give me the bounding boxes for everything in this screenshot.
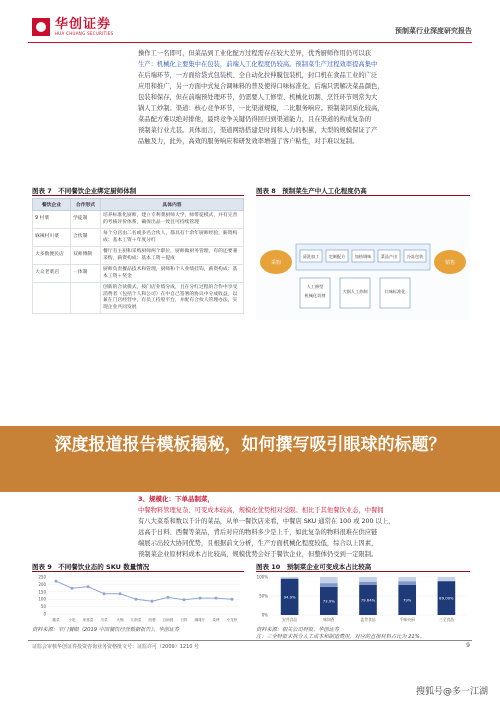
data-point — [215, 597, 218, 600]
data-point — [135, 598, 138, 601]
diagram-step-label: 加热调味 — [354, 254, 372, 259]
diagram-label-right: 销售 — [444, 260, 456, 266]
intro-line: 生产：机械化主要集中在包装，前端人工化程度仍较高。预制菜生产过程效率提高集中 — [138, 61, 378, 68]
table-cell — [71, 283, 101, 314]
logo-cn-text: 华创证券 — [55, 17, 112, 32]
fig7-title: 图表 7 不同餐饮企业绑定厨师体制 — [32, 187, 137, 195]
fig7-table — [32, 198, 244, 314]
data-label: 79% — [402, 597, 412, 603]
data-point — [183, 598, 186, 601]
table-row — [33, 265, 244, 283]
table-cell — [33, 283, 71, 314]
table-cell: 一体制 — [71, 265, 101, 283]
data-point — [167, 596, 170, 599]
intro-line: 应用和推广，另一方面中式复合调味料的普及使得口味标准化，后端只需解决菜品颜色， — [138, 83, 384, 90]
intro-line: 操作工一名即可，但菜品到工业化配方过程需存在较大差异，优秀厨师作用仍可以获 — [138, 50, 371, 57]
table-cell: 每个分店由二名或多名合伙人，都具有十余年厨师经验，薪资构成：基本工资＋年度分红 — [101, 229, 244, 247]
x-tick-label: 日料 — [180, 618, 188, 622]
y-tick-label: 150 — [38, 589, 46, 595]
y-tick-label: 200 — [38, 581, 46, 587]
table-cell: 餐厅有主厨和采购厨师两个职位，厨师做厨务管理，有的还要兼采购，薪资构成：基本工资＋提成 — [101, 247, 244, 265]
fig10-rule — [256, 571, 470, 572]
table-cell: 合伙制 — [71, 229, 101, 247]
diagram-steps — [300, 250, 426, 262]
y-tick-label: 100% — [256, 574, 268, 580]
table-row — [33, 283, 244, 314]
company-logo — [32, 18, 114, 36]
section3-line: 远高于日料、西餐等菜品，背后对应的物料多少是上千，如此复杂的物料很难在供应链 — [138, 529, 378, 536]
table-header-cell: 餐饮企业 — [33, 199, 71, 211]
table-cell: 双师傅制 — [71, 247, 101, 265]
diagram-sub-boxes — [300, 278, 410, 308]
table-cell: 麻辣村川菜 — [33, 229, 71, 247]
x-tick-label: 味知香 — [323, 617, 335, 622]
x-tick-label: 咖啡厅 — [194, 618, 206, 622]
page-number: 9 — [466, 642, 470, 649]
intro-line: 在后端环节，一方面给袋式包装机、全自动化拉伸膜包装机，封口机在食品工业的广泛 — [138, 72, 378, 79]
data-point — [103, 592, 106, 595]
data-point — [231, 598, 234, 601]
table-cell: 大众老菜店 — [33, 265, 71, 283]
table-header-row — [33, 199, 244, 211]
x-tick-label: 小龙虾 — [226, 618, 238, 622]
data-label: 89.09% — [439, 595, 454, 601]
intro-line: 品触及力，此外，高效的服务响应和研发效率增强了客户粘性，对手难以复制。 — [138, 138, 359, 145]
fig9-chart — [32, 574, 244, 624]
diagram-sub-label: 人工修型 — [306, 284, 324, 289]
logo-en-text: HUA CHUANG SECURITIES — [55, 31, 114, 36]
watermark: 搜狐号@多一江湖 — [415, 687, 488, 697]
fig7-rule — [32, 195, 244, 196]
intro-line: 包装和保存，但在前端预处理环节，仍需要人工修型、机械化切割、烹饪环节则常为大 — [138, 94, 378, 101]
fig8-diagram — [256, 200, 470, 320]
fig8-rule — [256, 195, 470, 196]
section3-line: 中餐物料管理复杂、可变成本较高，规模化优势相对受限。相比于其他餐饮业态，中餐拥 — [138, 507, 384, 514]
banner-text: 深度报道报告模板揭秘，如何撰写吸引眼球的标题？ — [54, 435, 446, 455]
footer-divider — [28, 640, 472, 641]
section3-line: 预制菜企业原材料成本占比较高，规模优势会好于餐饮企业，但整体仍受到一定限制。 — [138, 551, 378, 558]
section3-line: 有八大菜系和数以千计的菜品，从单一餐饮店来看，中餐店 SKU 通常在 100 或 200 以上， — [138, 518, 395, 525]
data-point — [87, 585, 90, 588]
diagram-step-label: 定制配方 — [328, 254, 346, 259]
bar-segment — [359, 577, 377, 582]
intro-paragraph — [138, 48, 470, 147]
section3-paragraph — [138, 505, 470, 560]
fig8-title: 图表 8 预制菜生产中人工化程度仍高 — [256, 187, 367, 195]
diagram-label-left: 采购 — [270, 260, 282, 266]
table-header-cell: 具体内容 — [101, 199, 244, 211]
header-divider — [28, 42, 472, 43]
section3-line: 端展示出较大协同优势，且根据前文分析，生产方面机械化程度较低，综合以上因素， — [138, 540, 378, 547]
fig9-source: 资料来源：窄门餐眼《2019 中国餐饮经营数据报告》、华创证券 — [32, 627, 180, 633]
footer-text: 证监会审核华创证券投资咨询业务资格批文号：证监许可（2009）1210 号 — [32, 644, 200, 650]
data-label: 94.9% — [283, 594, 296, 600]
y-tick-label: 0 — [43, 611, 46, 617]
data-label: 79.64% — [360, 597, 376, 603]
diagram-step-label: 菜品产出 — [380, 254, 398, 259]
x-tick-label: 千味央厨 — [399, 617, 415, 622]
bar-segment — [398, 577, 416, 581]
y-tick-label: 100 — [38, 596, 46, 602]
x-tick-label: 盖世食品 — [360, 617, 376, 622]
diagram-sub-label: 机械化切割 — [304, 293, 326, 298]
table-cell: 大多数便民店 — [33, 247, 71, 265]
table-row — [33, 229, 244, 247]
x-tick-label: 小吃 — [68, 618, 76, 622]
fig10-note: 注：三全财报未拆分人工成本和制造费用，对应的直接材料占比为 21%。 — [256, 634, 425, 640]
fig10-source: 资料来源：相关公司财报、华创证券 — [256, 627, 340, 633]
fig10-chart — [256, 574, 470, 624]
x-tick-label: 家常菜 — [82, 618, 94, 622]
bar-segment — [359, 582, 377, 585]
logo-icon — [32, 18, 50, 36]
bar-segment — [320, 577, 338, 583]
x-tick-label: 西餐 — [148, 618, 156, 622]
bar-segment — [398, 581, 416, 585]
x-tick-label: 安井食品 — [282, 617, 298, 622]
y-tick-label: 250 — [38, 574, 46, 580]
diagram-sub-label: 大锅人工炒制 — [342, 289, 368, 294]
data-point — [119, 592, 122, 595]
section3-title: 3、规模化：下单品制菜， — [138, 495, 215, 503]
x-tick-label: 自助餐 — [162, 618, 174, 622]
data-point — [55, 580, 58, 583]
bar-segment — [438, 577, 456, 581]
title-banner — [0, 426, 500, 492]
fig10-title: 图表 10 预制菜企业可变成本占比较高 — [256, 563, 372, 571]
data-label: 73.9% — [322, 598, 335, 604]
table-row — [33, 211, 244, 229]
table-cell: 创新的合伙模式，按门店业绩分成，且在分红过程的合作中享受消费者（包括个人和公司）在中自己签署的协议中分成收益，以兼在门店经营中，有员工持股平台，并配有合伙人管理办法，实现企业共同发展 — [101, 283, 244, 314]
report-tag: 预制菜行业深度研究报告 — [395, 27, 472, 35]
intro-line: 锅人工炒制。渠道：核心竞争环节，一比渠道规模，二比服务响应。预制菜同质化较高， — [138, 105, 384, 112]
x-tick-label: 徽菜 — [52, 618, 60, 622]
diagram-step-label: 清洗加工 — [302, 254, 320, 259]
intro-line: 预制菜行业尤甚。具体而言，渠道网络搭建是时间和人力的积累，大型的规模保证了产 — [138, 127, 378, 134]
table-row — [33, 247, 244, 265]
diagram-sub-label: 口味标准化 — [384, 289, 406, 294]
table-header-cell: 合作形式 — [71, 199, 101, 211]
x-tick-label: 川菜 — [100, 618, 108, 622]
x-tick-label: 江浙菜 — [130, 618, 142, 622]
table-cell: 厨师负责餐品技术和管理，厨师和个人业绩挂钩，薪资构成：基本工资＋奖金 — [101, 265, 244, 283]
data-point — [71, 587, 74, 590]
table-cell: 培养标准化厨师，建立专利菜厨师大学，师带徒模式，并有完善的考核评价体系，确保出品一致且可持续管理 — [101, 211, 244, 229]
y-tick-label: 50% — [259, 593, 268, 599]
table-cell: 学徒制 — [71, 211, 101, 229]
intro-line: 菜品配方难以绝对排他，最终竞争关键仍得回归到渠道能力，且在渠道的构成复杂的 — [138, 116, 371, 123]
data-point — [151, 600, 154, 603]
y-tick-label: 0% — [261, 612, 268, 618]
y-tick-label: 50 — [40, 604, 46, 610]
x-tick-label: 火锅 — [116, 618, 124, 622]
page-header — [0, 0, 500, 46]
bar-segment — [281, 577, 299, 578]
fig9-rule — [32, 571, 244, 572]
bar-segment — [320, 583, 338, 587]
x-tick-label: 三全食品 — [438, 617, 454, 622]
data-point — [199, 597, 202, 600]
fig9-title: 图表 9 不同餐饮业态的 SKU 数量情况 — [32, 563, 150, 571]
x-tick-label: 烧烤 — [212, 618, 220, 622]
bar-segment — [281, 578, 299, 579]
diagram-step-label: 冷冻包装 — [406, 254, 424, 259]
table-cell: 9 村菜 — [33, 211, 71, 229]
